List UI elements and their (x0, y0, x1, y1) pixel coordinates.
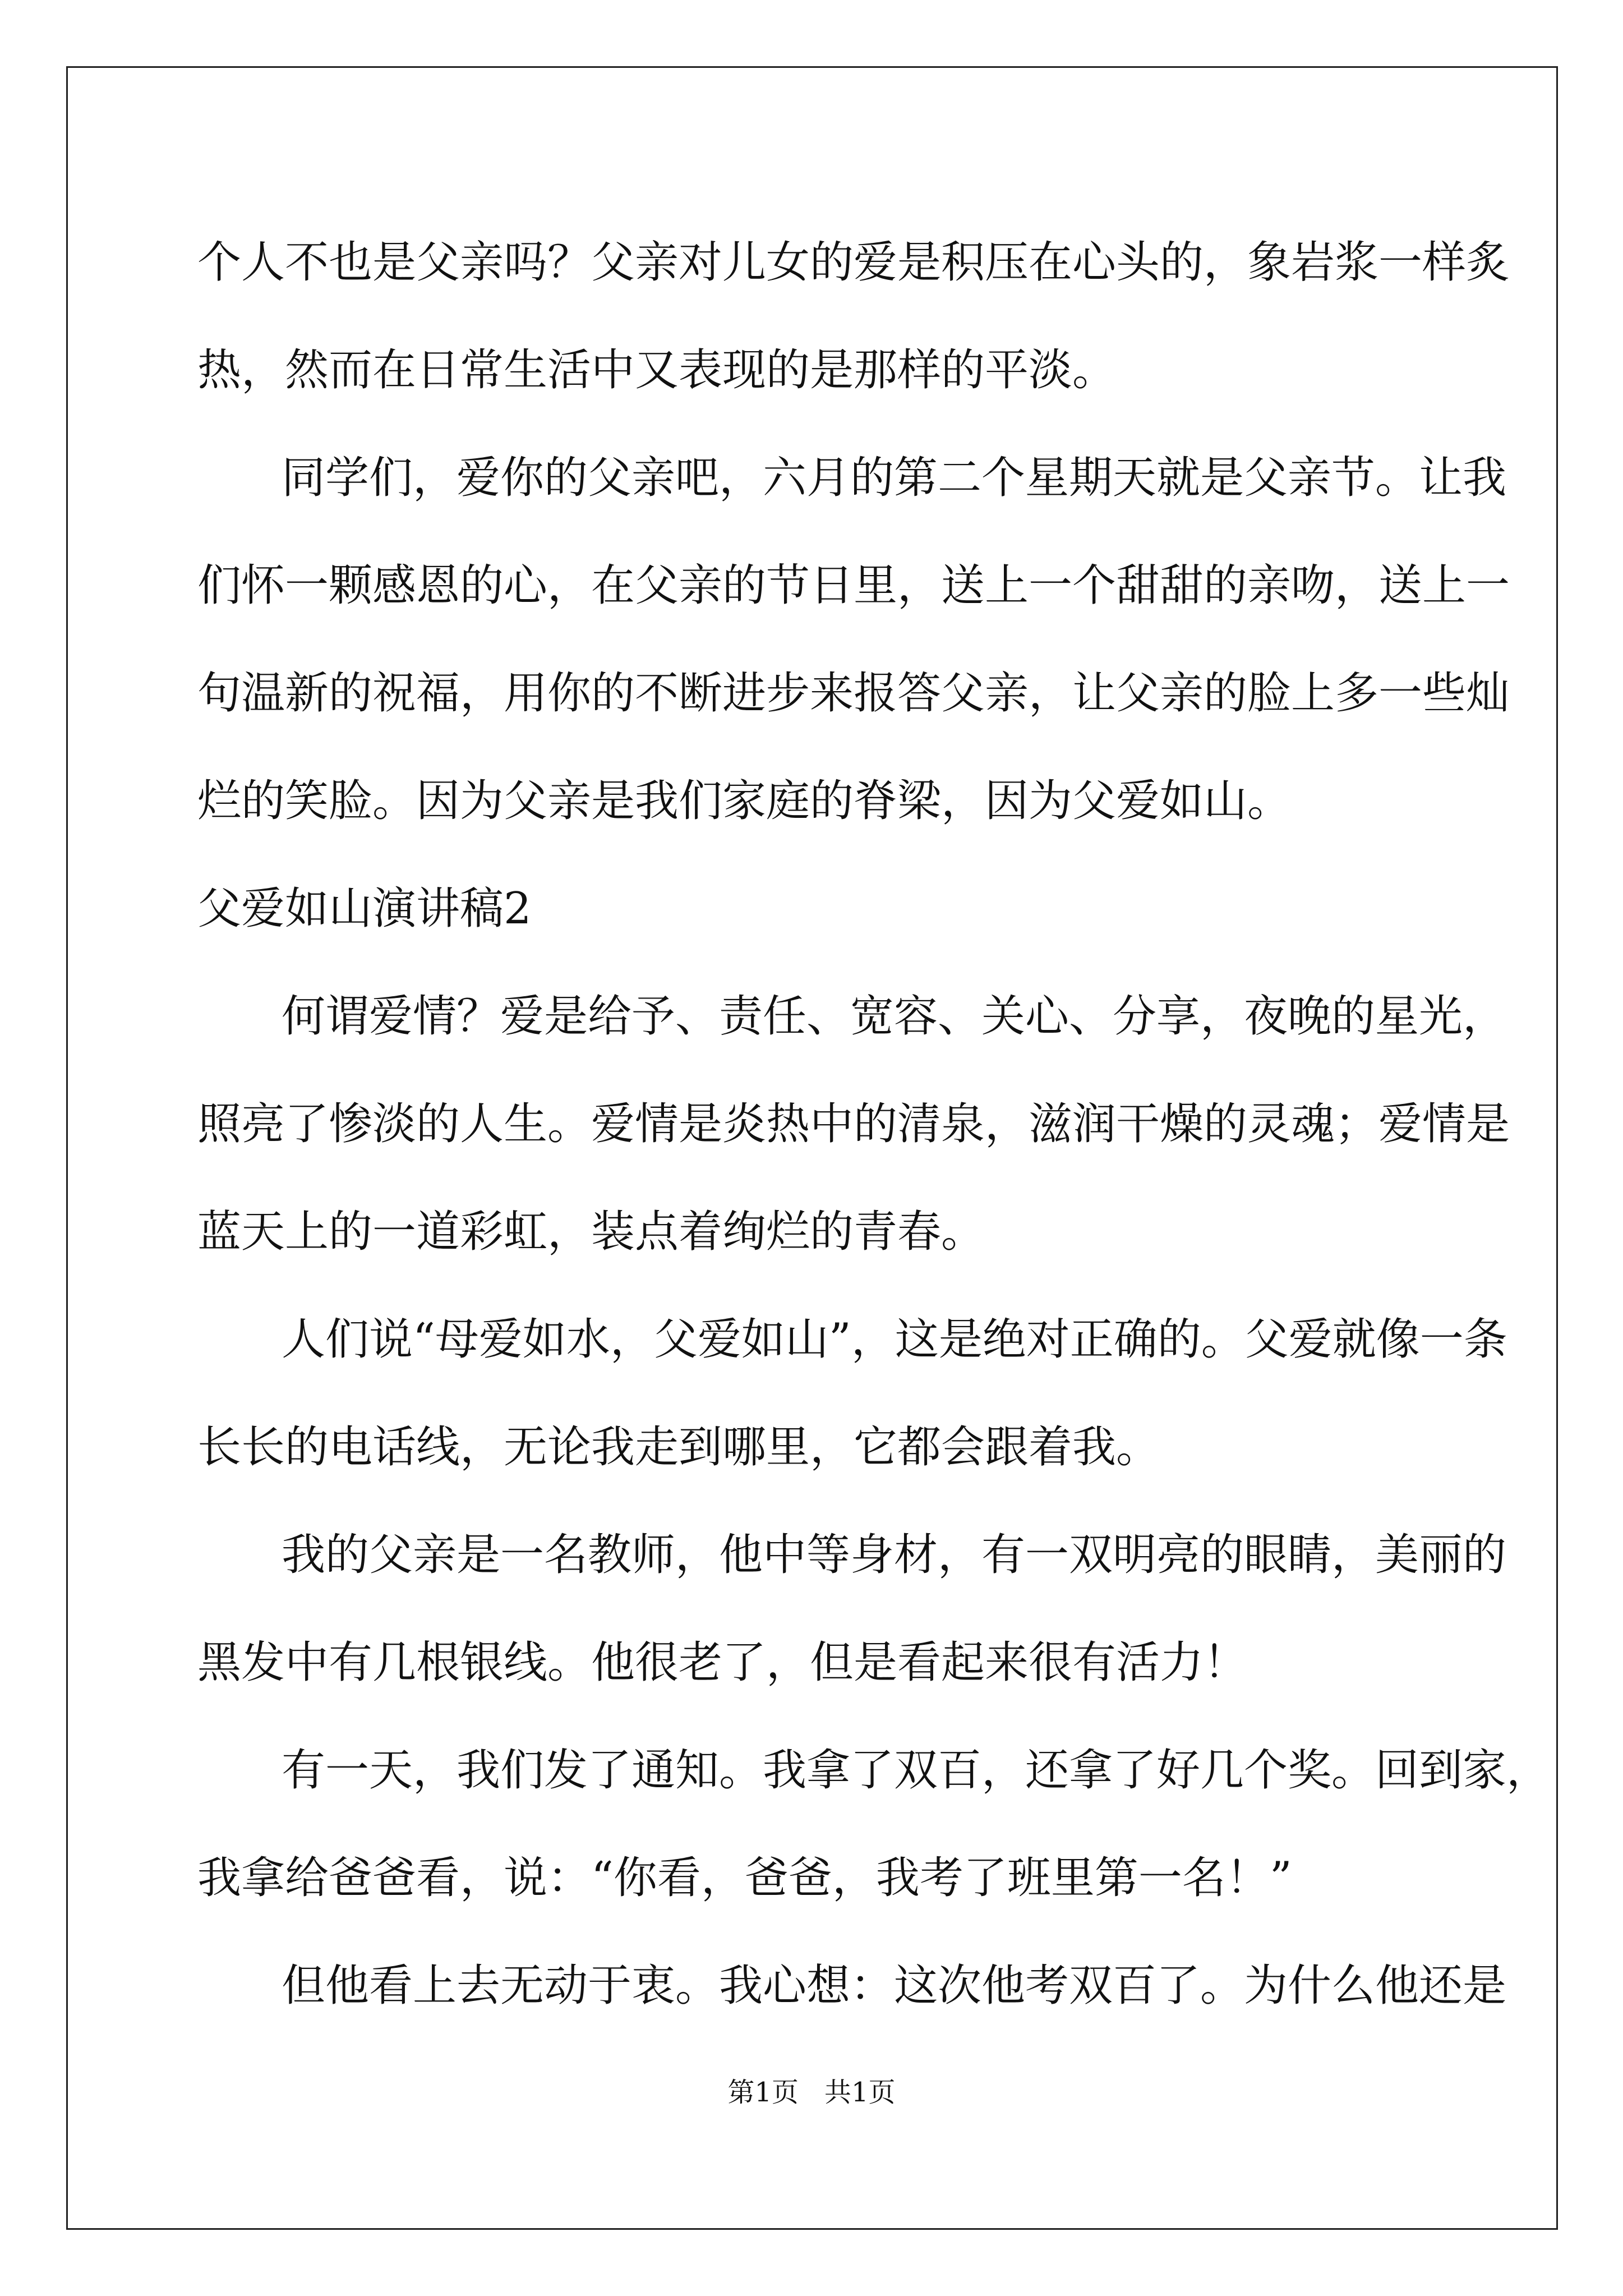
paragraph-start: 我的父亲是一名教师，他中等身材，有一双明亮的眼睛，美丽的 (282, 1530, 1507, 1580)
paragraph-start: 人们说“母爱如水，父爱如山”，这是绝对正确的。父爱就像一条 (282, 1314, 1507, 1365)
page-number-current: 第1页 (727, 2077, 799, 2108)
paragraph-start: 但他看上去无动于衷。我心想：这次他考双百了。为什么他还是 (282, 1961, 1507, 2011)
text-line: 个人不也是父亲吗？父亲对儿女的爱是积压在心头的，象岩浆一样炙 (197, 237, 1510, 288)
section-heading: 父爱如山演讲稿2 (197, 884, 532, 934)
text-line: 烂的笑脸。因为父亲是我们家庭的脊梁，因为父爱如山。 (197, 776, 1292, 826)
paragraph-start: 同学们，爱你的父亲吧，六月的第二个星期天就是父亲节。让我 (282, 453, 1507, 503)
page-footer (0, 2076, 1623, 2109)
document-body (197, 209, 1551, 2040)
text-line: 长长的电话线，无论我走到哪里，它都会跟着我。 (197, 1422, 1160, 1473)
text-line: 句温新的祝福，用你的不断进步来报答父亲，让父亲的脸上多一些灿 (197, 668, 1510, 719)
text-line: 热，然而在日常生活中又表现的是那样的平淡。 (197, 345, 1117, 395)
text-line: 照亮了惨淡的人生。爱情是炎热中的清泉，滋润干燥的灵魂；爱情是 (197, 1099, 1510, 1149)
text-line: 们怀一颗感恩的心，在父亲的节日里，送上一个甜甜的亲吻，送上一 (197, 560, 1510, 611)
text-line: 我拿给爸爸看，说：“你看，爸爸，我考了班里第一名！” (197, 1853, 1292, 1903)
text-line: 蓝天上的一道彩虹，装点着绚烂的青春。 (197, 1207, 985, 1257)
paragraph-start: 何谓爱情？爱是给予、责任、宽容、关心、分享，夜晚的星光， (282, 991, 1507, 1042)
paragraph-start: 有一天，我们发了通知。我拿了双百，还拿了好几个奖。回到家， (282, 1745, 1551, 1796)
page-number-total: 共1页 (824, 2077, 896, 2108)
text-line: 黑发中有几根银线。他很老了，但是看起来很有活力！ (197, 1637, 1248, 1688)
